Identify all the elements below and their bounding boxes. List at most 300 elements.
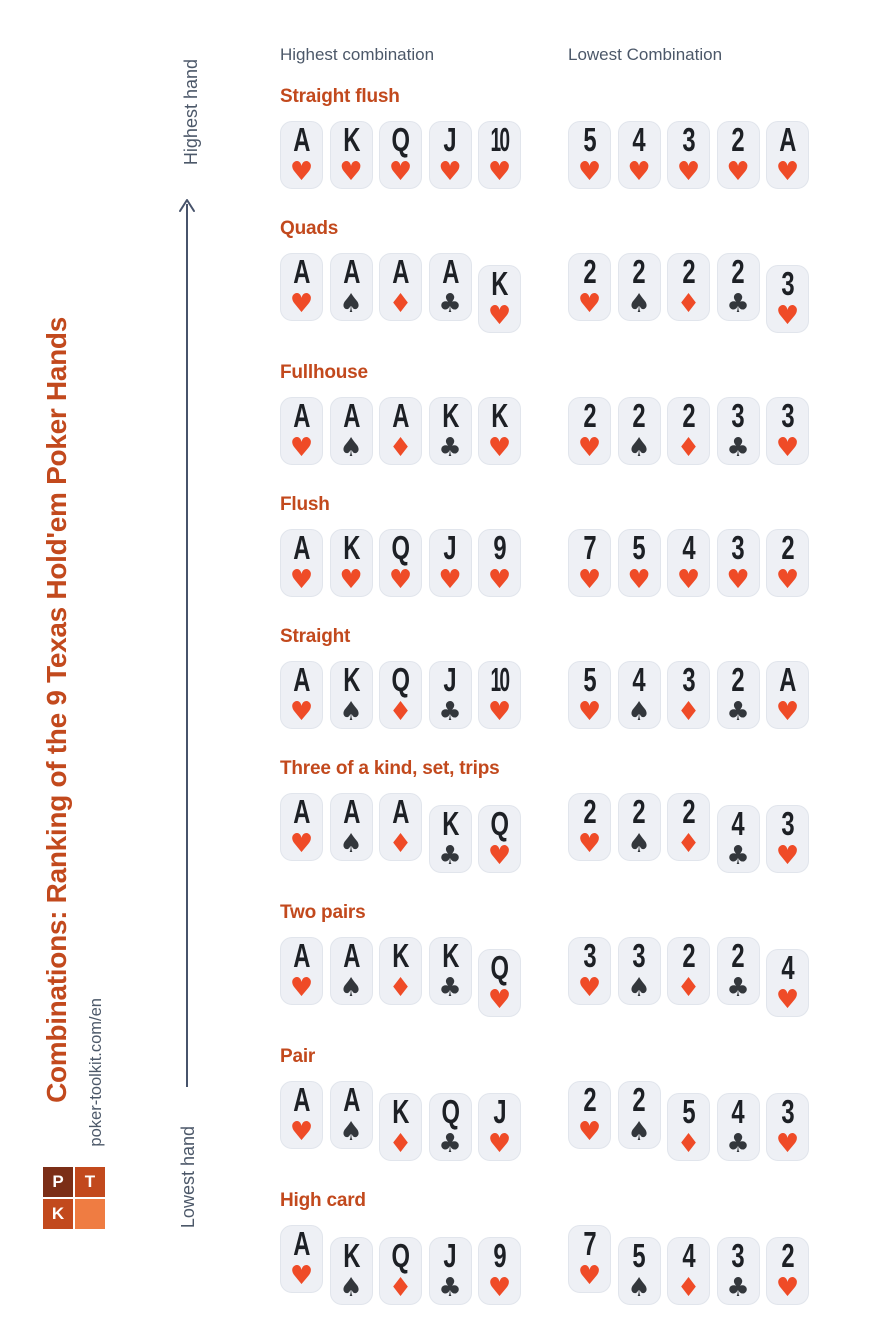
hearts-icon: ♥ <box>289 829 314 859</box>
playing-card <box>568 1225 611 1293</box>
highest-hand-cards <box>280 397 521 465</box>
diamonds-icon: ♦ <box>388 433 413 463</box>
lowest-hand-cards <box>568 661 809 729</box>
playing-card <box>478 805 521 873</box>
playing-card <box>667 253 710 321</box>
column-headers <box>280 45 840 67</box>
highest-hand-cards <box>280 253 521 331</box>
axis-arrow-line <box>186 204 188 1087</box>
playing-card <box>429 121 472 189</box>
card-value: K <box>441 805 459 842</box>
playing-card <box>766 661 809 729</box>
playing-card <box>280 397 323 465</box>
hearts-icon: ♥ <box>676 565 701 595</box>
playing-card <box>429 397 472 465</box>
hearts-icon: ♥ <box>577 697 602 727</box>
clubs-icon: ♣ <box>438 289 462 319</box>
hearts-icon: ♥ <box>577 1117 602 1147</box>
playing-card <box>717 529 760 597</box>
card-value: K <box>342 529 360 566</box>
diamonds-icon: ♦ <box>676 433 701 463</box>
card-value: Q <box>391 121 410 158</box>
playing-card <box>717 397 760 465</box>
hearts-icon: ♥ <box>775 301 800 331</box>
logo-square-k: K <box>43 1199 73 1229</box>
playing-card <box>429 1093 472 1161</box>
playing-card <box>429 805 472 873</box>
hand-name: Fullhouse <box>280 362 368 383</box>
clubs-icon: ♣ <box>726 1273 750 1303</box>
spades-icon: ♠ <box>627 289 651 319</box>
hearts-icon: ♥ <box>577 1261 602 1291</box>
clubs-icon: ♣ <box>726 433 750 463</box>
card-value: A <box>779 661 796 698</box>
site-url: poker-toolkit.com/en <box>87 997 105 1147</box>
card-value: K <box>342 661 360 698</box>
card-value: 2 <box>682 937 695 974</box>
card-value: 3 <box>731 1237 745 1274</box>
playing-card <box>280 793 323 861</box>
hearts-icon: ♥ <box>487 841 512 871</box>
card-value: 3 <box>781 805 794 842</box>
hearts-icon: ♥ <box>339 157 363 187</box>
card-value: 2 <box>781 529 794 566</box>
playing-card <box>667 121 710 189</box>
playing-card <box>379 793 422 861</box>
playing-card <box>379 1237 422 1305</box>
lowest-hand-cards <box>568 1081 809 1159</box>
playing-card <box>667 397 710 465</box>
playing-card <box>717 937 760 1005</box>
card-value: 4 <box>781 949 794 986</box>
lowest-hand-cards <box>568 121 809 189</box>
playing-card <box>379 937 422 1005</box>
playing-card <box>330 1081 373 1149</box>
highest-combination-header: Highest combination <box>280 45 435 64</box>
clubs-icon: ♣ <box>726 841 750 871</box>
hearts-icon: ♥ <box>487 985 512 1015</box>
playing-card <box>379 661 422 729</box>
playing-card <box>766 397 809 465</box>
card-value: 9 <box>493 529 506 566</box>
hand-name: Straight flush <box>280 86 400 107</box>
card-value: A <box>293 937 310 974</box>
playing-card <box>478 529 521 597</box>
card-value: J <box>443 661 457 698</box>
hearts-icon: ♥ <box>775 1129 800 1159</box>
hand-name: Pair <box>280 1046 316 1067</box>
card-value: 2 <box>781 1237 794 1274</box>
card-value: A <box>293 121 310 158</box>
card-value: A <box>392 793 409 830</box>
lowest-hand-cards <box>568 397 809 465</box>
playing-card <box>280 1225 323 1293</box>
playing-card <box>568 253 611 321</box>
cards-line <box>280 121 860 189</box>
playing-card <box>568 661 611 729</box>
hand-row <box>280 494 860 597</box>
clubs-icon: ♣ <box>438 1273 462 1303</box>
cards-line <box>280 1225 860 1303</box>
hands-rows <box>280 86 860 1334</box>
hearts-icon: ♥ <box>289 433 314 463</box>
spades-icon: ♠ <box>339 973 363 1003</box>
playing-card <box>429 937 472 1005</box>
spades-icon: ♠ <box>339 1117 363 1147</box>
card-value: A <box>342 937 360 974</box>
card-value: 3 <box>583 937 596 974</box>
hearts-icon: ♥ <box>289 1261 314 1291</box>
spades-icon: ♠ <box>339 289 363 319</box>
card-value: 3 <box>632 937 646 974</box>
hearts-icon: ♥ <box>775 697 800 727</box>
hearts-icon: ♥ <box>577 829 602 859</box>
card-value: A <box>293 397 310 434</box>
diamonds-icon: ♦ <box>676 697 701 727</box>
card-value: 2 <box>632 793 646 830</box>
card-value: K <box>491 265 508 302</box>
card-value: 4 <box>632 661 646 698</box>
cards-line <box>280 253 860 331</box>
playing-card <box>568 937 611 1005</box>
highest-hand-cards <box>280 661 521 729</box>
playing-card <box>717 121 760 189</box>
hearts-icon: ♥ <box>726 565 750 595</box>
site-url-box <box>84 983 108 1161</box>
highest-hand-cards <box>280 793 521 871</box>
playing-card <box>766 529 809 597</box>
logo-square-p: P <box>43 1167 73 1197</box>
highest-hand-label: Highest hand <box>181 58 201 166</box>
clubs-icon: ♣ <box>438 697 462 727</box>
card-value: 2 <box>583 253 596 290</box>
card-value: 5 <box>682 1093 695 1130</box>
highest-hand-cards <box>280 1081 521 1159</box>
playing-card <box>667 661 710 729</box>
diamonds-icon: ♦ <box>388 829 413 859</box>
playing-card <box>379 397 422 465</box>
playing-card <box>330 793 373 861</box>
hearts-icon: ♥ <box>438 565 462 595</box>
playing-card <box>330 937 373 1005</box>
card-value: 7 <box>583 529 596 566</box>
playing-card <box>766 805 809 873</box>
hearts-icon: ♥ <box>627 565 651 595</box>
playing-card <box>478 1093 521 1161</box>
playing-card <box>667 937 710 1005</box>
playing-card <box>379 121 422 189</box>
card-value: 2 <box>632 253 646 290</box>
playing-card <box>766 265 809 333</box>
card-value: 2 <box>583 397 596 434</box>
playing-card <box>717 1093 760 1161</box>
playing-card <box>618 121 661 189</box>
spades-icon: ♠ <box>339 829 363 859</box>
card-value: 10 <box>490 121 509 158</box>
card-value: A <box>441 253 459 290</box>
diamonds-icon: ♦ <box>388 1129 413 1159</box>
playing-card <box>618 253 661 321</box>
hand-name: Flush <box>280 494 330 515</box>
card-value: 3 <box>781 1093 794 1130</box>
playing-card <box>667 1093 710 1161</box>
hearts-icon: ♥ <box>388 565 413 595</box>
hand-row <box>280 218 860 331</box>
playing-card <box>717 253 760 321</box>
playing-card <box>478 397 521 465</box>
card-value: K <box>342 121 360 158</box>
diamonds-icon: ♦ <box>388 1273 413 1303</box>
card-value: 3 <box>781 265 794 302</box>
card-value: 2 <box>682 253 695 290</box>
card-value: 2 <box>632 1081 646 1118</box>
card-value: A <box>392 253 409 290</box>
hand-row <box>280 626 860 729</box>
playing-card <box>618 529 661 597</box>
card-value: K <box>392 1093 409 1130</box>
highest-hand-cards <box>280 937 521 1015</box>
card-value: Q <box>490 949 509 986</box>
playing-card <box>280 661 323 729</box>
cards-line <box>280 529 860 597</box>
diamonds-icon: ♦ <box>388 289 413 319</box>
playing-card <box>478 265 521 333</box>
playing-card <box>568 529 611 597</box>
card-value: A <box>293 1225 310 1262</box>
hearts-icon: ♥ <box>775 1273 800 1303</box>
playing-card <box>280 253 323 321</box>
playing-card <box>568 397 611 465</box>
page-title: Combinations: Ranking of the 9 Texas Hold'em Poker Hands <box>41 317 72 1103</box>
card-value: A <box>293 1081 310 1118</box>
card-value: 3 <box>781 397 794 434</box>
playing-card <box>429 1237 472 1305</box>
card-value: 4 <box>731 1093 745 1130</box>
card-value: K <box>491 397 508 434</box>
hearts-icon: ♥ <box>487 1129 512 1159</box>
playing-card <box>330 1237 373 1305</box>
card-value: A <box>392 397 409 434</box>
playing-card <box>379 529 422 597</box>
playing-card <box>667 1237 710 1305</box>
hearts-icon: ♥ <box>289 1117 314 1147</box>
hearts-icon: ♥ <box>577 157 602 187</box>
hearts-icon: ♥ <box>775 157 800 187</box>
card-value: A <box>293 529 310 566</box>
clubs-icon: ♣ <box>726 973 750 1003</box>
card-value: A <box>293 253 310 290</box>
hearts-icon: ♥ <box>775 565 800 595</box>
playing-card <box>330 529 373 597</box>
hearts-icon: ♥ <box>577 289 602 319</box>
hearts-icon: ♥ <box>289 973 314 1003</box>
spades-icon: ♠ <box>339 697 363 727</box>
card-value: A <box>342 397 360 434</box>
highest-hand-cards <box>280 529 521 597</box>
hand-row <box>280 86 860 189</box>
hearts-icon: ♥ <box>487 565 512 595</box>
playing-card <box>717 661 760 729</box>
playing-card <box>766 1093 809 1161</box>
playing-card <box>568 793 611 861</box>
card-value: Q <box>490 805 509 842</box>
card-value: 3 <box>731 529 745 566</box>
hearts-icon: ♥ <box>289 697 314 727</box>
hearts-icon: ♥ <box>487 697 512 727</box>
diamonds-icon: ♦ <box>676 973 701 1003</box>
card-value: 2 <box>583 1081 596 1118</box>
card-value: 3 <box>731 397 745 434</box>
playing-card <box>717 1237 760 1305</box>
card-value: J <box>443 121 457 158</box>
playing-card <box>667 529 710 597</box>
hand-name: Three of a kind, set, trips <box>280 758 500 779</box>
playing-card <box>478 1237 521 1305</box>
clubs-icon: ♣ <box>726 1129 750 1159</box>
lowest-hand-cards <box>568 793 809 871</box>
playing-card <box>766 121 809 189</box>
card-value: 2 <box>583 793 596 830</box>
card-value: 2 <box>731 661 745 698</box>
card-value: Q <box>391 529 410 566</box>
axis-top-label-box <box>179 52 203 172</box>
logo-square-t: T <box>75 1167 105 1197</box>
playing-card <box>330 397 373 465</box>
playing-card <box>280 121 323 189</box>
diamonds-icon: ♦ <box>676 829 701 859</box>
playing-card <box>280 937 323 1005</box>
clubs-icon: ♣ <box>438 433 462 463</box>
cards-line <box>280 661 860 729</box>
card-value: A <box>779 121 796 158</box>
ptk-logo <box>43 1167 105 1229</box>
playing-card <box>667 793 710 861</box>
spades-icon: ♠ <box>627 829 651 859</box>
card-value: J <box>443 1237 457 1274</box>
playing-card <box>280 1081 323 1149</box>
hearts-icon: ♥ <box>577 433 602 463</box>
playing-card <box>618 1081 661 1149</box>
playing-card <box>280 529 323 597</box>
highest-hand-cards <box>280 121 521 189</box>
hearts-icon: ♥ <box>577 973 602 1003</box>
hearts-icon: ♥ <box>577 565 602 595</box>
playing-card <box>568 121 611 189</box>
card-value: 5 <box>632 1237 646 1274</box>
clubs-icon: ♣ <box>438 841 462 871</box>
lowest-hand-label: Lowest hand <box>178 1125 198 1229</box>
hand-name: Two pairs <box>280 902 366 923</box>
hearts-icon: ♥ <box>775 985 800 1015</box>
card-value: 2 <box>682 793 695 830</box>
playing-card <box>330 253 373 321</box>
cards-line <box>280 397 860 465</box>
spades-icon: ♠ <box>339 433 363 463</box>
card-value: 5 <box>632 529 646 566</box>
hearts-icon: ♥ <box>627 157 651 187</box>
spades-icon: ♠ <box>627 1273 651 1303</box>
card-value: 10 <box>490 661 509 698</box>
card-value: 2 <box>731 253 745 290</box>
playing-card <box>618 661 661 729</box>
diamonds-icon: ♦ <box>676 1273 701 1303</box>
hand-row <box>280 1046 860 1159</box>
card-value: A <box>293 661 310 698</box>
card-value: 2 <box>731 937 745 974</box>
playing-card <box>429 661 472 729</box>
hand-name: Straight <box>280 626 351 647</box>
hearts-icon: ♥ <box>487 1273 512 1303</box>
lowest-hand-cards <box>568 937 809 1015</box>
hand-row <box>280 362 860 465</box>
spades-icon: ♠ <box>627 973 651 1003</box>
hand-row <box>280 902 860 1015</box>
clubs-icon: ♣ <box>726 697 750 727</box>
hearts-icon: ♥ <box>726 157 750 187</box>
card-value: 7 <box>583 1225 596 1262</box>
spades-icon: ♠ <box>627 697 651 727</box>
hearts-icon: ♥ <box>487 433 512 463</box>
card-value: J <box>443 529 457 566</box>
highest-hand-cards <box>280 1225 521 1303</box>
hearts-icon: ♥ <box>438 157 462 187</box>
card-value: A <box>293 793 310 830</box>
playing-card <box>766 1237 809 1305</box>
playing-card <box>330 121 373 189</box>
hearts-icon: ♥ <box>487 157 512 187</box>
hearts-icon: ♥ <box>289 565 314 595</box>
card-value: A <box>342 793 360 830</box>
card-value: 3 <box>682 661 695 698</box>
hand-name: High card <box>280 1190 366 1211</box>
hearts-icon: ♥ <box>676 157 701 187</box>
playing-card <box>766 949 809 1017</box>
clubs-icon: ♣ <box>438 1129 462 1159</box>
card-value: 2 <box>682 397 695 434</box>
card-value: A <box>342 253 360 290</box>
lowest-hand-cards <box>568 253 809 331</box>
main-title-box <box>38 262 76 1158</box>
clubs-icon: ♣ <box>438 973 462 1003</box>
hand-row <box>280 1190 860 1303</box>
logo-square-blank <box>75 1199 105 1229</box>
card-value: 4 <box>682 529 695 566</box>
card-value: J <box>493 1093 506 1130</box>
card-value: K <box>441 397 459 434</box>
diamonds-icon: ♦ <box>676 1129 701 1159</box>
playing-card <box>429 529 472 597</box>
card-value: 2 <box>632 397 646 434</box>
card-value: K <box>392 937 409 974</box>
playing-card <box>568 1081 611 1149</box>
playing-card <box>478 121 521 189</box>
clubs-icon: ♣ <box>726 289 750 319</box>
playing-card <box>379 253 422 321</box>
playing-card <box>478 661 521 729</box>
card-value: 4 <box>682 1237 695 1274</box>
diamonds-icon: ♦ <box>676 289 701 319</box>
playing-card <box>330 661 373 729</box>
cards-line <box>280 793 860 871</box>
card-value: 3 <box>682 121 695 158</box>
card-value: A <box>342 1081 360 1118</box>
card-value: 4 <box>731 805 745 842</box>
hearts-icon: ♥ <box>289 157 314 187</box>
playing-card <box>618 397 661 465</box>
card-value: K <box>342 1237 360 1274</box>
card-value: Q <box>391 661 410 698</box>
cards-line <box>280 937 860 1015</box>
